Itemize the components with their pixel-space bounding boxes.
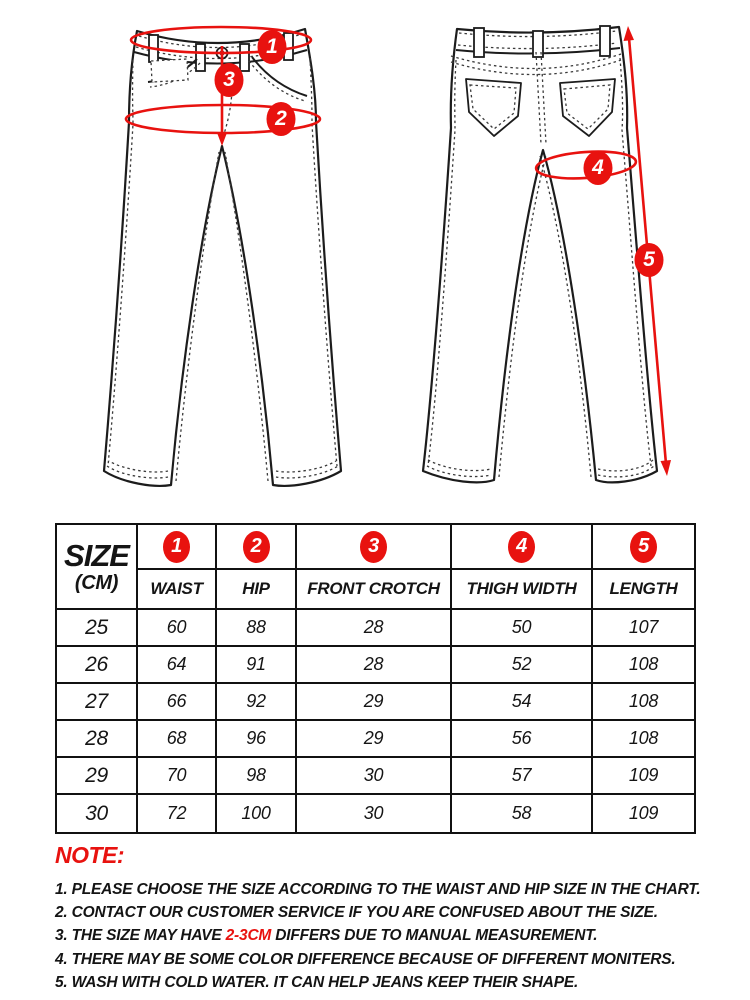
- note-line-2: 2. CONTACT OUR CUSTOMER SERVICE IF YOU ARE CONFUSED ABOUT THE SIZE.: [55, 904, 658, 922]
- size-title: SIZE: [64, 538, 129, 573]
- col-header-waist: WAIST: [138, 570, 217, 610]
- badge-4: 4: [508, 531, 535, 563]
- table-cell: 56: [452, 721, 593, 758]
- badge-1: 1: [163, 531, 190, 563]
- back-silhouette: [423, 27, 657, 482]
- table-cell: 29: [57, 758, 138, 795]
- table-cell: 70: [138, 758, 217, 795]
- table-cell: 28: [297, 647, 452, 684]
- table-cell: 100: [217, 795, 297, 832]
- size-table: [55, 523, 696, 834]
- table-cell: 29: [297, 721, 452, 758]
- size-table-corner: [57, 525, 138, 610]
- length-arrowhead-top: [624, 26, 635, 41]
- col-badge-hip: [217, 525, 297, 570]
- table-cell: 91: [217, 647, 297, 684]
- table-cell: 68: [138, 721, 217, 758]
- badge-2: 2: [243, 531, 270, 563]
- coin-pocket: [151, 59, 188, 82]
- table-cell: 98: [217, 758, 297, 795]
- col-badge-waist: [138, 525, 217, 570]
- table-cell: 52: [452, 647, 593, 684]
- table-cell: 109: [628, 803, 659, 823]
- table-cell: 25: [57, 610, 138, 647]
- badge-3: 3: [360, 531, 387, 563]
- note-title: NOTE:: [55, 842, 125, 868]
- table-cell: 109: [593, 758, 694, 795]
- table-cell: 30: [297, 795, 452, 832]
- marker-5-length: 5: [635, 243, 664, 277]
- table-cell: 96: [217, 721, 297, 758]
- jeans-back-view: [423, 26, 657, 482]
- note-line-4: 4. THERE MAY BE SOME COLOR DIFFERENCE BECAUSE OF DIFFERENT MONITERS.: [55, 950, 676, 968]
- marker-1-waist: 1: [258, 30, 287, 64]
- note-lines: [55, 878, 715, 994]
- table-cell: 54: [452, 684, 593, 721]
- length-arrowhead-bottom: [661, 460, 672, 476]
- col-badge-length: [593, 525, 694, 570]
- note-line-3: 3. THE SIZE MAY HAVE 2-3CM DIFFERS DUE TO MANUAL MEASUREMENT.: [55, 927, 598, 945]
- marker-3-front-crotch: 3: [215, 63, 244, 97]
- table-cell: 28: [297, 610, 452, 647]
- table-cell: 28: [57, 721, 138, 758]
- size-unit: (CM): [74, 572, 119, 594]
- table-cell: 30: [297, 758, 452, 795]
- table-cell: 58: [452, 795, 593, 832]
- col-header-hip: HIP: [217, 570, 297, 610]
- table-cell: 88: [217, 610, 297, 647]
- note-line-1: 1. PLEASE CHOOSE THE SIZE ACCORDING TO THE WAIST AND HIP SIZE IN THE CHART.: [55, 881, 701, 898]
- table-cell: 57: [452, 758, 593, 795]
- col-badge-thigh-width: [452, 525, 593, 570]
- table-cell: 60: [138, 610, 217, 647]
- note-line-5: 5. WASH WITH COLD WATER. IT CAN HELP JEANS KEEP THEIR SHAPE.: [55, 973, 579, 991]
- table-cell: 92: [217, 684, 297, 721]
- col-header-thigh-width: THIGH WIDTH: [452, 570, 593, 610]
- col-header-length: LENGTH: [593, 570, 694, 610]
- table-cell: 72: [138, 795, 217, 832]
- table-cell: 108: [593, 684, 694, 721]
- table-cell: 26: [57, 647, 138, 684]
- table-cell: 108: [593, 721, 694, 758]
- table-cell: 66: [138, 684, 217, 721]
- table-cell: 29: [297, 684, 452, 721]
- note-highlight: 2-3CM: [225, 927, 272, 945]
- note-section: [55, 842, 715, 994]
- badge-5: 5: [630, 531, 657, 563]
- table-cell: 50: [452, 610, 593, 647]
- table-cell: 64: [138, 647, 217, 684]
- table-cell: 27: [57, 684, 138, 721]
- table-cell: 108: [593, 647, 694, 684]
- table-cell: 107: [593, 610, 694, 647]
- col-header-front-crotch: FRONT CROTCH: [297, 570, 452, 610]
- marker-4-thigh-width: 4: [584, 151, 613, 185]
- marker-2-hip: 2: [267, 102, 296, 136]
- col-badge-front-crotch: [297, 525, 452, 570]
- table-cell: 30: [57, 795, 138, 832]
